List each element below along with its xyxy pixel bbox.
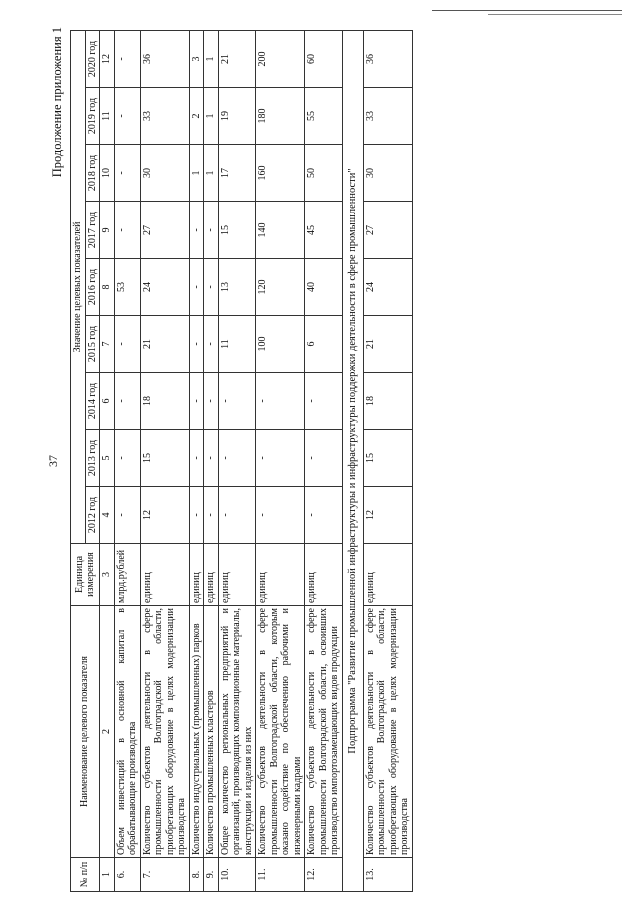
value-cell: 3 <box>189 30 204 87</box>
subprogram-row <box>342 30 363 891</box>
top-rule <box>432 10 622 11</box>
table-row <box>204 30 219 891</box>
column-number: 11 <box>100 88 115 145</box>
value-cell: 21 <box>140 316 189 373</box>
value-cell: - <box>114 430 140 487</box>
value-cell: - <box>218 430 256 487</box>
value-cell: - <box>114 487 140 544</box>
value-cell: 160 <box>256 145 305 202</box>
value-cell: 33 <box>363 88 412 145</box>
value-cell: 15 <box>218 202 256 259</box>
value-cell: 1 <box>204 30 219 87</box>
value-cell: 1 <box>189 145 204 202</box>
header-no: № п/п <box>71 858 100 892</box>
value-cell: - <box>256 430 305 487</box>
value-cell: 1 <box>204 88 219 145</box>
row-number: 12. <box>305 858 343 892</box>
table-row <box>363 30 412 891</box>
value-cell: 12 <box>140 487 189 544</box>
unit-cell: единиц <box>256 544 305 606</box>
value-cell: 200 <box>256 30 305 87</box>
value-cell: - <box>204 259 219 316</box>
value-cell: 18 <box>140 373 189 430</box>
value-cell: - <box>204 202 219 259</box>
value-cell: - <box>305 487 343 544</box>
value-cell: - <box>114 373 140 430</box>
value-cell: 50 <box>305 145 343 202</box>
value-cell: - <box>114 202 140 259</box>
value-cell: 180 <box>256 88 305 145</box>
value-cell: 100 <box>256 316 305 373</box>
value-cell: - <box>305 430 343 487</box>
value-cell: 36 <box>363 30 412 87</box>
value-cell: 2 <box>189 88 204 145</box>
indicator-name: Количество субъектов деятельности в сфере промышленности Волгоградской области, освоивших производство импортозамещающих видов продукции <box>305 606 343 858</box>
column-number: 6 <box>100 373 115 430</box>
value-cell: - <box>189 259 204 316</box>
row-number: 9. <box>204 858 219 892</box>
header-year: 2016 год <box>85 259 100 316</box>
column-number: 3 <box>100 544 115 606</box>
table-body <box>114 30 412 891</box>
value-cell: 11 <box>218 316 256 373</box>
column-number: 4 <box>100 487 115 544</box>
row-number: 13. <box>363 858 412 892</box>
value-cell: 24 <box>363 259 412 316</box>
value-cell: - <box>256 373 305 430</box>
header-year: 2014 год <box>85 373 100 430</box>
unit-cell: млрд.рублей <box>114 544 140 606</box>
value-cell: - <box>189 430 204 487</box>
column-number: 12 <box>100 30 115 87</box>
unit-cell: единиц <box>363 544 412 606</box>
column-number: 7 <box>100 316 115 373</box>
indicator-name: Объем инвестиций в основной капитал в обрабатывающие производства <box>114 606 140 858</box>
value-cell: 21 <box>218 30 256 87</box>
column-number: 2 <box>100 606 115 858</box>
value-cell: - <box>204 373 219 430</box>
unit-cell: единиц <box>218 544 256 606</box>
value-cell: 17 <box>218 145 256 202</box>
row-number: 7. <box>140 858 189 892</box>
value-cell: 24 <box>140 259 189 316</box>
value-cell: 6 <box>305 316 343 373</box>
value-cell: - <box>204 316 219 373</box>
value-cell: 27 <box>140 202 189 259</box>
value-cell: - <box>189 202 204 259</box>
column-number: 5 <box>100 430 115 487</box>
value-cell: - <box>114 30 140 87</box>
indicator-name: Общее количество региональных предприятий и организаций, производящих композиционные материалы, конструкции и изделия из них <box>218 606 256 858</box>
value-cell: - <box>189 316 204 373</box>
value-cell: 27 <box>363 202 412 259</box>
unit-cell: единиц <box>204 544 219 606</box>
table-row <box>256 30 305 891</box>
subprogram-title: Подпрограмма "Развитие промышленной инфраструктуры и инфраструктуры поддержки деятельности в сфере промышленности" <box>342 30 363 891</box>
value-cell: 12 <box>363 487 412 544</box>
value-cell: - <box>305 373 343 430</box>
table-row <box>218 30 256 891</box>
value-cell: - <box>204 430 219 487</box>
indicator-name: Количество субъектов деятельности в сфере промышленности Волгоградской области, приобретающих оборудование в целях модернизации производства <box>140 606 189 858</box>
row-number: 11. <box>256 858 305 892</box>
header-name: Наименование целевого показателя <box>71 606 100 858</box>
value-cell: - <box>218 373 256 430</box>
value-cell: 18 <box>363 373 412 430</box>
value-cell: 33 <box>140 88 189 145</box>
unit-cell: единиц <box>305 544 343 606</box>
value-cell: 21 <box>363 316 412 373</box>
value-cell: 30 <box>140 145 189 202</box>
table-row <box>140 30 189 891</box>
indicator-name: Количество промышленных кластеров <box>204 606 219 858</box>
value-cell: - <box>114 145 140 202</box>
value-cell: 45 <box>305 202 343 259</box>
value-cell: 60 <box>305 30 343 87</box>
indicator-name: Количество субъектов деятельности в сфере промышленности Волгоградской области, которым оказано содействие по обеспечению рабочими и инженерными кадрами <box>256 606 305 858</box>
value-cell: - <box>256 487 305 544</box>
header-values-group: Значение целевых показателей <box>71 30 86 543</box>
table-row <box>305 30 343 891</box>
value-cell: - <box>189 487 204 544</box>
value-cell: 40 <box>305 259 343 316</box>
value-cell: 15 <box>140 430 189 487</box>
page-number: 37 <box>46 455 60 467</box>
header-year: 2017 год <box>85 202 100 259</box>
unit-cell: единиц <box>140 544 189 606</box>
header-year: 2019 год <box>85 88 100 145</box>
value-cell: 120 <box>256 259 305 316</box>
indicator-name: Количество индустриальных (промышленных) парков <box>189 606 204 858</box>
value-cell: 1 <box>204 145 219 202</box>
top-rule-secondary <box>488 14 622 15</box>
header-unit: Единица измерения <box>71 544 100 606</box>
rotated-content <box>46 27 640 892</box>
value-cell: - <box>189 373 204 430</box>
value-cell: - <box>114 316 140 373</box>
column-number: 1 <box>100 858 115 892</box>
row-number: 6. <box>114 858 140 892</box>
header-year: 2020 год <box>85 30 100 87</box>
header-year: 2018 год <box>85 145 100 202</box>
value-cell: - <box>218 487 256 544</box>
value-cell: 15 <box>363 430 412 487</box>
value-cell: 13 <box>218 259 256 316</box>
value-cell: 55 <box>305 88 343 145</box>
value-cell: 53 <box>114 259 140 316</box>
header-year: 2013 год <box>85 430 100 487</box>
indicator-name: Количество субъектов деятельности в сфере промышленности Волгоградской области, приобретающих оборудование в целях модернизации производства <box>363 606 412 858</box>
column-number: 8 <box>100 259 115 316</box>
value-cell: - <box>204 487 219 544</box>
header-column-numbers-row <box>100 30 115 891</box>
value-cell: 19 <box>218 88 256 145</box>
continuation-caption: Продолжение приложения 1 <box>50 27 64 178</box>
unit-cell: единиц <box>189 544 204 606</box>
table-row <box>114 30 140 891</box>
table-row <box>189 30 204 891</box>
header-year: 2015 год <box>85 316 100 373</box>
header-year: 2012 год <box>85 487 100 544</box>
column-number: 10 <box>100 145 115 202</box>
value-cell: 140 <box>256 202 305 259</box>
value-cell: - <box>114 88 140 145</box>
row-number: 10. <box>218 858 256 892</box>
column-number: 9 <box>100 202 115 259</box>
value-cell: 30 <box>363 145 412 202</box>
value-cell: 36 <box>140 30 189 87</box>
row-number: 8. <box>189 858 204 892</box>
indicators-table <box>70 30 413 892</box>
